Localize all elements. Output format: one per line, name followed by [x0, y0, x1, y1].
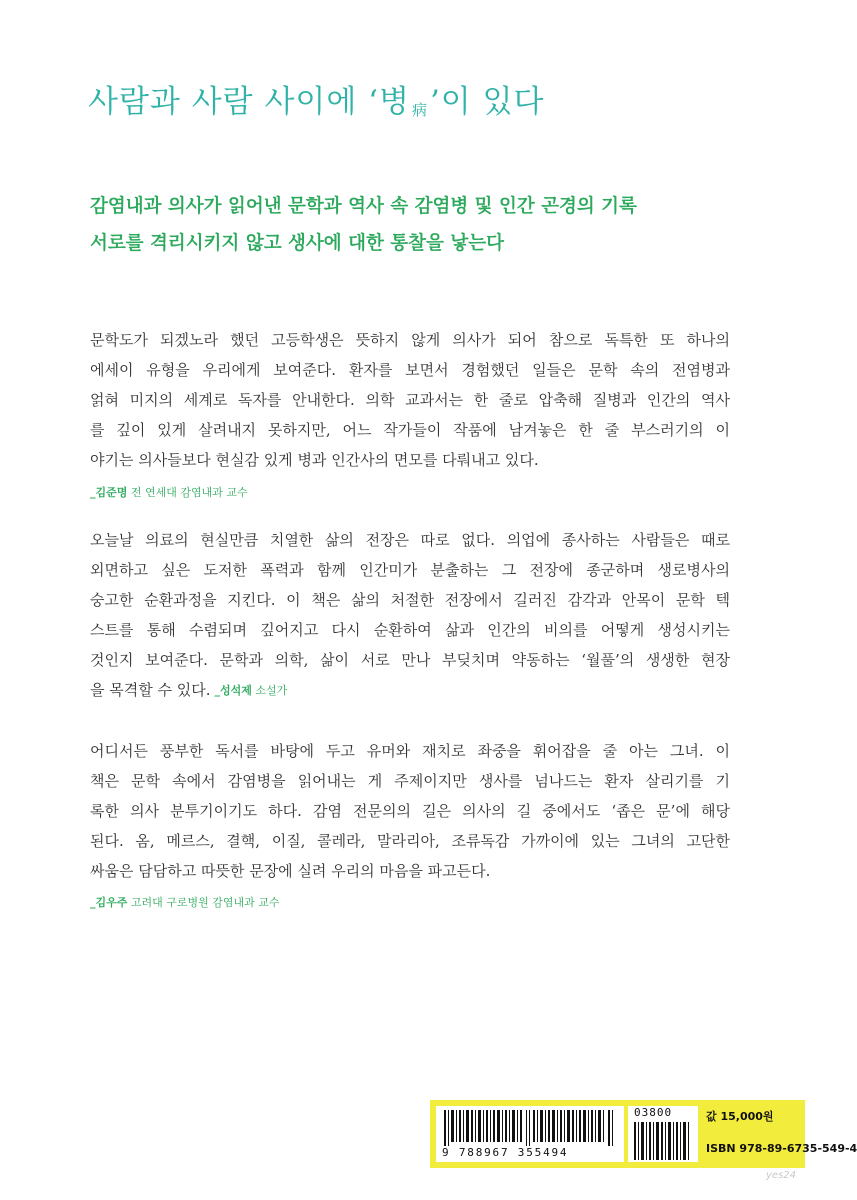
attribution-name: _김우주: [90, 896, 128, 909]
barcode-number: 9 788967 355494: [442, 1146, 569, 1159]
blurb-line: 록한 의사 분투기이기도 하다. 감염 전문의의 길은 의사의 길 중에서도 ‘좁은 문’에 해당: [90, 802, 730, 820]
attribution-name: _김준명: [90, 486, 128, 499]
attribution-title: 소설가: [255, 684, 288, 697]
subtitle-line-1: 감염내과 의사가 읽어낸 문학과 역사 속 감염병 및 인간 곤경의 기록: [90, 196, 637, 217]
blurb-line: 어디서든 풍부한 독서를 바탕에 두고 유머와 재치로 좌중을 휘어잡을 줄 아는 그녀. 이: [90, 742, 730, 760]
subtitle-block: [90, 188, 637, 262]
blurb-line: 을 목격할 수 있다.: [90, 681, 211, 699]
watermark-logo: yes24: [766, 1170, 797, 1181]
blurb-line: 를 깊이 있게 살려내지 못하지만, 어느 작가들이 작품에 남겨놓은 한 줄 부스러기의 이: [90, 421, 730, 439]
barcode-bars-icon: [436, 1106, 624, 1146]
headline-hanja: 病: [411, 101, 428, 119]
blurb-line: 에세이 유형을 우리에게 보여준다. 환자를 보면서 경험했던 일들은 문학 속의 전염병과: [90, 361, 730, 379]
blurb-2: [90, 525, 730, 705]
blurb-3: [90, 736, 730, 886]
addon-number: 03800: [634, 1106, 673, 1119]
blurb-line: 얽혀 미지의 세계로 독자를 안내한다. 의학 교과서는 한 줄로 압축해 질병과 인간의 역사: [90, 391, 730, 409]
blurb-line: 책은 문학 속에서 감염병을 읽어내는 게 주제이지만 생사를 넘나드는 환자 살리기를 기: [90, 772, 730, 790]
blurb-3-attribution: [90, 894, 280, 910]
blurb-line: 스트를 통해 수렴되며 깊어지고 다시 순환하여 삶과 인간의 비의를 어떻게 생성시키는: [90, 621, 730, 639]
blurb-line: 오늘날 의료의 현실만큼 치열한 삶의 전장은 따로 없다. 의업에 종사하는 사람들은 때로: [90, 531, 730, 549]
isbn-barcode: [436, 1106, 624, 1162]
blurb-line: 문학도가 되겠노라 했던 고등학생은 뜻하지 않게 의사가 되어 참으로 독특한 또 하나의: [90, 331, 730, 349]
attribution-title: 고려대 구로병원 감염내과 교수: [130, 896, 280, 909]
headline-part2: ’이 있다: [429, 84, 545, 120]
blurb-line: 야기는 의사들보다 현실감 있게 병과 인간사의 면모를 다뤄내고 있다.: [90, 451, 539, 469]
blurb-line: 된다. 옴, 메르스, 결핵, 이질, 콜레라, 말라리아, 조류독감 가까이에 있는 그녀의 고단한: [90, 832, 730, 850]
blurb-line: 싸움은 담담하고 따뜻한 문장에 실려 우리의 마음을 파고든다.: [90, 862, 491, 880]
isbn-label: ISBN 978-89-6735-549-4: [706, 1142, 857, 1155]
barcode-panel: [430, 1100, 857, 1168]
addon-bars-icon: [628, 1120, 698, 1162]
blurb-1-attribution: [90, 484, 248, 500]
headline-part1: 사람과 사람 사이에 ‘병: [88, 84, 410, 120]
attribution-name: _성석제: [214, 684, 252, 697]
blurb-line: 것인지 보여준다. 문학과 의학, 삶이 서로 만나 부딪치며 약동하는 ‘월풀’의 생생한 현장: [90, 651, 730, 669]
subtitle-line-2: 서로를 격리시키지 않고 생사에 대한 통찰을 낳는다: [90, 233, 504, 254]
blurb-1: [90, 325, 730, 475]
addon-barcode: [628, 1106, 698, 1162]
blurb-2-attribution: [215, 684, 288, 697]
price-label: 값 15,000원: [706, 1110, 774, 1123]
blurb-line: 숭고한 순환과정을 지킨다. 이 책은 삶의 처절한 전장에서 길러진 감각과 안목이 문학 텍: [90, 591, 730, 609]
cover-headline: [88, 76, 545, 121]
blurb-line: 외면하고 싶은 도저한 폭력과 함께 인간미가 분출하는 그 전장에 종군하며 생로병사의: [90, 561, 730, 579]
blurb-line-with-attribution: [90, 675, 730, 705]
attribution-title: 전 연세대 감염내과 교수: [130, 486, 248, 499]
